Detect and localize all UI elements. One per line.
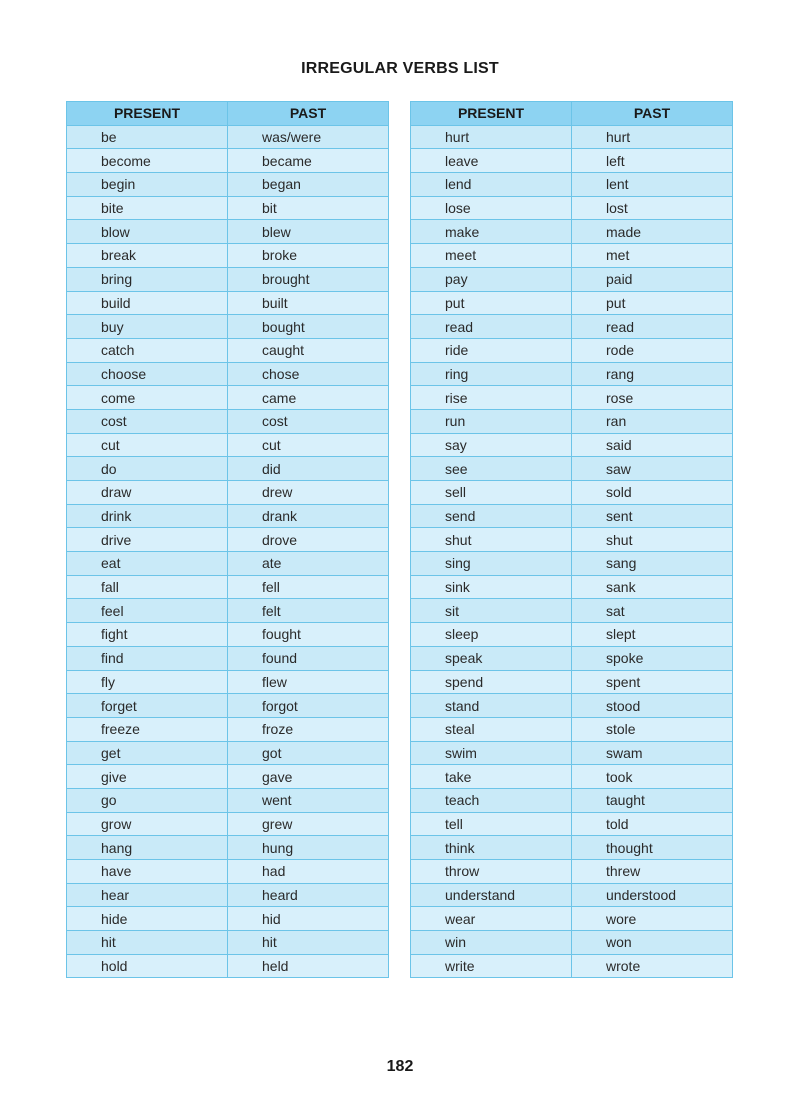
past-verb-cell: lost	[572, 196, 733, 220]
table-row	[411, 457, 733, 481]
past-verb-cell: cost	[228, 409, 389, 433]
page-number: 182	[386, 1058, 414, 1075]
table-row	[411, 599, 733, 623]
present-verb-cell: put	[411, 291, 572, 315]
present-verb-cell: blow	[67, 220, 228, 244]
past-verb-cell: forgot	[228, 694, 389, 718]
present-verb-cell: see	[411, 457, 572, 481]
table-row	[411, 646, 733, 670]
present-verb-cell: forget	[67, 694, 228, 718]
present-header: PRESENT	[67, 102, 228, 126]
table-row	[411, 267, 733, 291]
table-row	[67, 907, 389, 931]
past-header: PAST	[572, 102, 733, 126]
table-row	[411, 409, 733, 433]
past-verb-cell: found	[228, 646, 389, 670]
verb-table-left-body	[67, 125, 389, 978]
past-verb-cell: said	[572, 433, 733, 457]
past-verb-cell: sang	[572, 552, 733, 576]
present-verb-cell: think	[411, 836, 572, 860]
past-verb-cell: hung	[228, 836, 389, 860]
past-verb-cell: drank	[228, 504, 389, 528]
table-row	[411, 931, 733, 955]
past-verb-cell: saw	[572, 457, 733, 481]
header-row	[67, 102, 389, 126]
table-row	[67, 812, 389, 836]
table-row	[67, 504, 389, 528]
table-row	[67, 409, 389, 433]
past-verb-cell: came	[228, 386, 389, 410]
table-row	[411, 788, 733, 812]
past-verb-cell: put	[572, 291, 733, 315]
present-verb-cell: sleep	[411, 623, 572, 647]
present-verb-cell: drive	[67, 528, 228, 552]
past-verb-cell: fell	[228, 575, 389, 599]
present-verb-cell: eat	[67, 552, 228, 576]
present-verb-cell: build	[67, 291, 228, 315]
table-row	[411, 386, 733, 410]
present-verb-cell: shut	[411, 528, 572, 552]
table-row	[67, 315, 389, 339]
present-verb-cell: drink	[67, 504, 228, 528]
past-verb-cell: rose	[572, 386, 733, 410]
present-verb-cell: cost	[67, 409, 228, 433]
table-row	[67, 860, 389, 884]
past-verb-cell: brought	[228, 267, 389, 291]
table-row	[67, 196, 389, 220]
present-verb-cell: buy	[67, 315, 228, 339]
present-verb-cell: become	[67, 149, 228, 173]
table-row	[67, 433, 389, 457]
present-verb-cell: begin	[67, 173, 228, 197]
table-row	[411, 291, 733, 315]
past-verb-cell: bought	[228, 315, 389, 339]
table-row	[411, 741, 733, 765]
present-verb-cell: hit	[67, 931, 228, 955]
past-verb-cell: hurt	[572, 125, 733, 149]
past-verb-cell: thought	[572, 836, 733, 860]
table-row	[411, 552, 733, 576]
past-verb-cell: heard	[228, 883, 389, 907]
present-verb-cell: draw	[67, 481, 228, 505]
header-row	[411, 102, 733, 126]
present-verb-cell: wear	[411, 907, 572, 931]
table-row	[411, 173, 733, 197]
table-row	[411, 836, 733, 860]
present-verb-cell: leave	[411, 149, 572, 173]
present-verb-cell: find	[67, 646, 228, 670]
past-verb-cell: sold	[572, 481, 733, 505]
present-verb-cell: be	[67, 125, 228, 149]
table-row	[67, 386, 389, 410]
present-verb-cell: fly	[67, 670, 228, 694]
present-verb-cell: stand	[411, 694, 572, 718]
present-verb-cell: hear	[67, 883, 228, 907]
past-verb-cell: won	[572, 931, 733, 955]
table-row	[67, 220, 389, 244]
past-verb-cell: became	[228, 149, 389, 173]
past-verb-cell: was/were	[228, 125, 389, 149]
table-row	[67, 528, 389, 552]
present-verb-cell: give	[67, 765, 228, 789]
present-verb-cell: grow	[67, 812, 228, 836]
table-row	[67, 267, 389, 291]
past-verb-cell: grew	[228, 812, 389, 836]
table-row	[67, 717, 389, 741]
present-verb-cell: send	[411, 504, 572, 528]
present-verb-cell: sit	[411, 599, 572, 623]
present-verb-cell: freeze	[67, 717, 228, 741]
past-verb-cell: froze	[228, 717, 389, 741]
present-verb-cell: take	[411, 765, 572, 789]
present-verb-cell: tell	[411, 812, 572, 836]
table-row	[67, 788, 389, 812]
past-verb-cell: felt	[228, 599, 389, 623]
past-verb-cell: began	[228, 173, 389, 197]
present-verb-cell: lend	[411, 173, 572, 197]
present-verb-cell: sell	[411, 481, 572, 505]
table-row	[67, 173, 389, 197]
past-verb-cell: ran	[572, 409, 733, 433]
present-verb-cell: bring	[67, 267, 228, 291]
present-verb-cell: run	[411, 409, 572, 433]
table-row	[411, 623, 733, 647]
present-verb-cell: sing	[411, 552, 572, 576]
table-row	[67, 552, 389, 576]
table-row	[411, 504, 733, 528]
present-verb-cell: pay	[411, 267, 572, 291]
table-row	[411, 149, 733, 173]
table-row	[411, 244, 733, 268]
table-row	[411, 315, 733, 339]
present-verb-cell: go	[67, 788, 228, 812]
present-verb-cell: meet	[411, 244, 572, 268]
past-verb-cell: lent	[572, 173, 733, 197]
present-verb-cell: choose	[67, 362, 228, 386]
table-row	[67, 741, 389, 765]
past-verb-cell: rode	[572, 338, 733, 362]
table-row	[411, 220, 733, 244]
present-verb-cell: lose	[411, 196, 572, 220]
past-verb-cell: stole	[572, 717, 733, 741]
past-verb-cell: left	[572, 149, 733, 173]
present-verb-cell: teach	[411, 788, 572, 812]
table-row	[67, 646, 389, 670]
past-verb-cell: stood	[572, 694, 733, 718]
past-verb-cell: threw	[572, 860, 733, 884]
past-verb-cell: sent	[572, 504, 733, 528]
table-row	[67, 244, 389, 268]
table-row	[67, 338, 389, 362]
present-verb-cell: rise	[411, 386, 572, 410]
past-verb-cell: got	[228, 741, 389, 765]
table-row	[411, 481, 733, 505]
verb-table-right-body	[411, 125, 733, 978]
past-verb-cell: spoke	[572, 646, 733, 670]
table-row	[411, 694, 733, 718]
past-verb-cell: shut	[572, 528, 733, 552]
past-verb-cell: made	[572, 220, 733, 244]
past-verb-cell: read	[572, 315, 733, 339]
table-row	[67, 362, 389, 386]
past-verb-cell: hid	[228, 907, 389, 931]
table-row	[67, 954, 389, 978]
past-verb-cell: flew	[228, 670, 389, 694]
present-verb-cell: come	[67, 386, 228, 410]
table-row	[411, 883, 733, 907]
present-verb-cell: cut	[67, 433, 228, 457]
past-verb-cell: wore	[572, 907, 733, 931]
present-verb-cell: bite	[67, 196, 228, 220]
past-header: PAST	[228, 102, 389, 126]
present-verb-cell: do	[67, 457, 228, 481]
past-verb-cell: blew	[228, 220, 389, 244]
verb-table-right	[410, 101, 733, 978]
past-verb-cell: broke	[228, 244, 389, 268]
past-verb-cell: went	[228, 788, 389, 812]
table-row	[67, 670, 389, 694]
present-header: PRESENT	[411, 102, 572, 126]
present-verb-cell: hide	[67, 907, 228, 931]
past-verb-cell: caught	[228, 338, 389, 362]
table-row	[67, 125, 389, 149]
table-row	[67, 599, 389, 623]
table-row	[411, 860, 733, 884]
present-verb-cell: catch	[67, 338, 228, 362]
table-row	[67, 457, 389, 481]
past-verb-cell: did	[228, 457, 389, 481]
past-verb-cell: built	[228, 291, 389, 315]
past-verb-cell: bit	[228, 196, 389, 220]
past-verb-cell: swam	[572, 741, 733, 765]
table-row	[67, 481, 389, 505]
present-verb-cell: make	[411, 220, 572, 244]
table-row	[411, 196, 733, 220]
present-verb-cell: hurt	[411, 125, 572, 149]
past-verb-cell: met	[572, 244, 733, 268]
table-row	[411, 362, 733, 386]
present-verb-cell: read	[411, 315, 572, 339]
table-row	[411, 717, 733, 741]
present-verb-cell: win	[411, 931, 572, 955]
present-verb-cell: speak	[411, 646, 572, 670]
table-row	[411, 670, 733, 694]
present-verb-cell: ride	[411, 338, 572, 362]
table-row	[67, 931, 389, 955]
present-verb-cell: get	[67, 741, 228, 765]
table-row	[411, 433, 733, 457]
present-verb-cell: throw	[411, 860, 572, 884]
table-row	[411, 954, 733, 978]
past-verb-cell: spent	[572, 670, 733, 694]
past-verb-cell: rang	[572, 362, 733, 386]
table-row	[67, 836, 389, 860]
table-row	[411, 575, 733, 599]
table-row	[67, 694, 389, 718]
past-verb-cell: taught	[572, 788, 733, 812]
present-verb-cell: steal	[411, 717, 572, 741]
present-verb-cell: understand	[411, 883, 572, 907]
past-verb-cell: paid	[572, 267, 733, 291]
past-verb-cell: slept	[572, 623, 733, 647]
present-verb-cell: feel	[67, 599, 228, 623]
table-row	[411, 812, 733, 836]
present-verb-cell: hold	[67, 954, 228, 978]
page-title: IRREGULAR VERBS LIST	[301, 60, 499, 77]
past-verb-cell: sank	[572, 575, 733, 599]
present-verb-cell: spend	[411, 670, 572, 694]
verb-table-left	[66, 101, 389, 978]
present-verb-cell: ring	[411, 362, 572, 386]
past-verb-cell: ate	[228, 552, 389, 576]
table-row	[411, 765, 733, 789]
present-verb-cell: fall	[67, 575, 228, 599]
present-verb-cell: hang	[67, 836, 228, 860]
table-row	[67, 575, 389, 599]
present-verb-cell: fight	[67, 623, 228, 647]
table-row	[67, 623, 389, 647]
present-verb-cell: sink	[411, 575, 572, 599]
past-verb-cell: gave	[228, 765, 389, 789]
past-verb-cell: held	[228, 954, 389, 978]
table-row	[411, 125, 733, 149]
past-verb-cell: chose	[228, 362, 389, 386]
present-verb-cell: write	[411, 954, 572, 978]
table-row	[67, 883, 389, 907]
past-verb-cell: understood	[572, 883, 733, 907]
present-verb-cell: say	[411, 433, 572, 457]
table-row	[411, 528, 733, 552]
past-verb-cell: drew	[228, 481, 389, 505]
past-verb-cell: had	[228, 860, 389, 884]
past-verb-cell: took	[572, 765, 733, 789]
past-verb-cell: drove	[228, 528, 389, 552]
table-row	[411, 338, 733, 362]
table-row	[67, 765, 389, 789]
past-verb-cell: told	[572, 812, 733, 836]
past-verb-cell: cut	[228, 433, 389, 457]
table-row	[67, 291, 389, 315]
table-row	[411, 907, 733, 931]
present-verb-cell: have	[67, 860, 228, 884]
past-verb-cell: wrote	[572, 954, 733, 978]
past-verb-cell: sat	[572, 599, 733, 623]
past-verb-cell: hit	[228, 931, 389, 955]
past-verb-cell: fought	[228, 623, 389, 647]
present-verb-cell: swim	[411, 741, 572, 765]
present-verb-cell: break	[67, 244, 228, 268]
table-row	[67, 149, 389, 173]
